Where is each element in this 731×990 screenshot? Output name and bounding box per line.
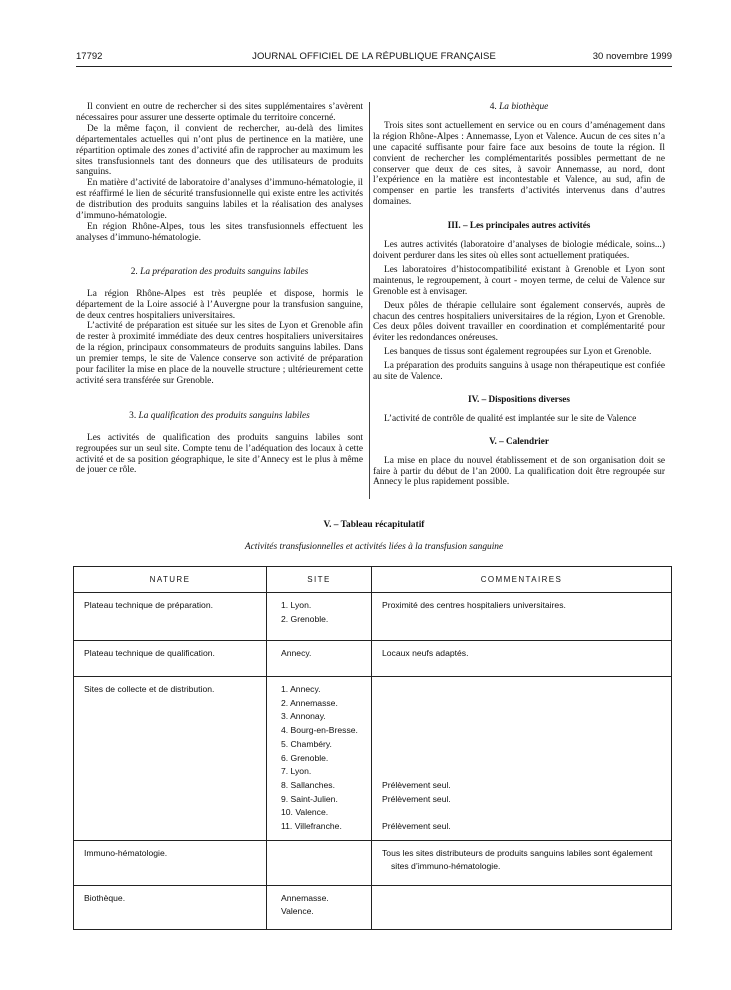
comment-line xyxy=(382,683,663,697)
journal-title: JOURNAL OFFICIEL DE LA RÉPUBLIQUE FRANÇAISE xyxy=(252,51,496,62)
site-item: 4. Bourg-en-Bresse. xyxy=(281,725,358,736)
section-number: 2. xyxy=(130,266,138,277)
site-cell xyxy=(267,840,372,885)
issue-date: 30 novembre 1999 xyxy=(592,51,672,62)
paragraph: Deux pôles de thérapie cellulaire sont également conservés, auprès de chacun des centres hospitaliers universitaires de la région, Lyon et Grenoble. Ces deux pôles doivent travailler en coordination et complémentarité pour éviter les redondances onéreuses. xyxy=(373,300,665,344)
site-item: 7. Lyon. xyxy=(281,766,312,777)
section-heading xyxy=(373,102,665,113)
comment-line xyxy=(382,724,663,738)
section-heading: V. – Calendrier xyxy=(489,435,549,446)
comment-line: sites d’immuno-hématologie. xyxy=(391,861,501,872)
paragraph: De la même façon, il convient de rechercher, au-delà des limites départementales actuelles qui n’ont plus de pertinence en la matière, une répartition optimale des zones d’activité afin de rapprocher au maximum les sites transfusionnels tant des donneurs que des utilisateurs de produits sanguins. xyxy=(76,123,363,178)
site-item: Annecy. xyxy=(281,648,312,658)
column-header: COMMENTAIRES xyxy=(372,567,672,593)
site-item: 1. Lyon. xyxy=(281,600,312,610)
comment-cell xyxy=(372,641,672,677)
paragraph: Les autres activités (laboratoire d’analyses de biologie médicale, soins...) doivent perdurer dans les sites où elles sont actuellement pratiquées. xyxy=(373,240,665,261)
paragraph: En région Rhône-Alpes, tous les sites transfusionnels effectuent les analyses d’immuno-hématologie. xyxy=(76,221,363,243)
section-number: 3. xyxy=(129,410,137,421)
header-rule xyxy=(76,66,672,67)
site-item: Annemasse. xyxy=(281,892,329,903)
section-heading xyxy=(76,267,363,278)
site-item: 10. Valence. xyxy=(281,807,329,818)
site-cell xyxy=(267,593,372,641)
comment-line xyxy=(382,613,663,627)
site-item: 8. Sallanches. xyxy=(281,779,335,790)
table-subtitle: Activités transfusionnelles et activités liées à la transfusion sanguine xyxy=(244,542,504,552)
page-header xyxy=(76,51,672,65)
nature-cell: Immuno-hématologie. xyxy=(74,840,267,885)
section-heading: IV. – Dispositions diverses xyxy=(468,393,570,404)
site-item: 11. Villefranche. xyxy=(281,821,342,832)
comment-cell xyxy=(372,840,672,885)
section-number: 4. xyxy=(489,102,497,112)
site-item: 1. Annecy. xyxy=(281,684,321,694)
comment-line: Prélèvement seul. xyxy=(382,820,451,831)
site-cell xyxy=(267,677,372,841)
comment-cell xyxy=(372,677,672,841)
paragraph: Les activités de qualification des produits sanguins labiles sont regroupées sur un seul site. Compte tenu de l’adéquation des locaux à cette activité et de sa position géographique, le site d’Annecy est le plus à même de jouer ce rôle. xyxy=(76,432,363,476)
paragraph: La mise en place du nouvel établissement et de son organisation doit se faire à partir du début de l’an 2000. La qualification doit être regroupée sur Annecy le plus rapidement possible. xyxy=(373,455,665,488)
table-header-row xyxy=(74,567,672,593)
table-row xyxy=(74,840,672,885)
site-item: 5. Chambéry. xyxy=(281,738,332,749)
nature-cell: Plateau technique de qualification. xyxy=(74,641,267,677)
comment-line xyxy=(382,710,663,724)
site-item: 2. Grenoble. xyxy=(281,613,329,624)
table-row xyxy=(74,885,672,929)
paragraph: L’activité de préparation est située sur les sites de Lyon et Grenoble afin de rester à proximité immédiate des deux centres hospitaliers universitaires de la région, principaux consommateurs de produits sanguins labiles. Dans un premier temps, le site de Valence conserve son activité de préparation pour faciliter la mise en place de la nouvelle structure ; ultérieurement cette activité sera transférée sur Grenoble. xyxy=(76,321,363,386)
paragraph: Les banques de tissus sont également regroupées sur Lyon et Grenoble. xyxy=(384,347,652,358)
site-cell xyxy=(267,885,372,929)
site-item: 9. Saint-Julien. xyxy=(281,793,338,804)
comment-line xyxy=(382,751,663,765)
comment-line xyxy=(382,806,663,820)
comment-line: Proximité des centres hospitaliers universitaires. xyxy=(382,600,566,610)
page-number: 17792 xyxy=(76,51,103,62)
right-column xyxy=(373,102,665,488)
site-item: Valence. xyxy=(281,906,314,917)
paragraph: La préparation des produits sanguins à usage non thérapeutique est confiée au site de Valence. xyxy=(373,361,665,383)
section-title: La préparation des produits sanguins labiles xyxy=(140,266,309,277)
nature-cell: Biothèque. xyxy=(74,885,267,929)
comment-line xyxy=(382,765,663,779)
column-header: NATURE xyxy=(74,567,267,593)
column-header: SITE xyxy=(267,567,372,593)
section-title: La qualification des produits sanguins labiles xyxy=(138,410,310,421)
comment-cell xyxy=(372,885,672,929)
site-item: 2. Annemasse. xyxy=(281,697,338,708)
table-row xyxy=(74,677,672,841)
comment-cell xyxy=(372,593,672,641)
comment-line xyxy=(382,697,663,711)
comment-line: Prélèvement seul. xyxy=(382,779,451,790)
nature-cell: Sites de collecte et de distribution. xyxy=(74,677,267,841)
site-item: 3. Annonay. xyxy=(281,711,326,722)
paragraph: La région Rhône-Alpes est très peuplée et dispose, hormis le département de la Loire associé à l’Auvergne pour la transfusion sanguine, de deux centres hospitaliers universitaires. xyxy=(76,288,363,321)
table-row xyxy=(74,641,672,677)
section-heading: III. – Les principales autres activités xyxy=(447,220,591,231)
nature-cell: Plateau technique de préparation. xyxy=(74,593,267,641)
site-item: 6. Grenoble. xyxy=(281,752,329,763)
table-title: V. – Tableau récapitulatif xyxy=(323,520,425,530)
comment-line xyxy=(382,738,663,752)
comment-line: Locaux neufs adaptés. xyxy=(382,648,469,658)
paragraph: En matière d’activité de laboratoire d’analyses d’immuno-hématologie, il est réaffirmé le lien de sécurité transfusionnelle qui existe entre les activités de distribution des produits sanguins labiles et la réalisation des analyses d’immuno-hématologie. xyxy=(76,178,363,222)
section-title: La biothèque xyxy=(499,102,549,112)
paragraph: L’activité de contrôle de qualité est implantée sur le site de Valence xyxy=(384,413,637,424)
comment-line: Tous les sites distributeurs de produits sanguins labiles sont également xyxy=(382,847,653,858)
paragraph: Trois sites sont actuellement en service ou en cours d’aménagement dans la région Rhône-Alpes : Annemasse, Lyon et Valence. Aucun de ces sites n’a une capacité suffisante pour faire face aux besoins de toute la région. Il convient de rechercher les complémentarités possibles permettant de ne conserver que deux de ces sites, à savoir Annemasse, au nord, dont l’expérience en la matière est incontestable et Valence, au sud, afin de compenser en partie les transferts d’activités intervenus dans d’autres domaines. xyxy=(373,120,665,208)
summary-table xyxy=(73,566,672,930)
paragraph: Les laboratoires d’histocompatibilité existant à Grenoble et Lyon sont maintenus, le regroupement, à court - moyen terme, de celui de Valence sur Grenoble est à envisager. xyxy=(373,264,665,297)
section-heading xyxy=(76,411,363,422)
table-row xyxy=(74,593,672,641)
paragraph: Il convient en outre de rechercher si des sites supplémentaires s’avèrent nécessaires pour assurer une desserte optimale du territoire concerné. xyxy=(76,102,363,123)
comment-line: Prélèvement seul. xyxy=(382,793,451,804)
site-cell xyxy=(267,641,372,677)
column-divider xyxy=(369,102,370,499)
left-column xyxy=(76,102,363,476)
